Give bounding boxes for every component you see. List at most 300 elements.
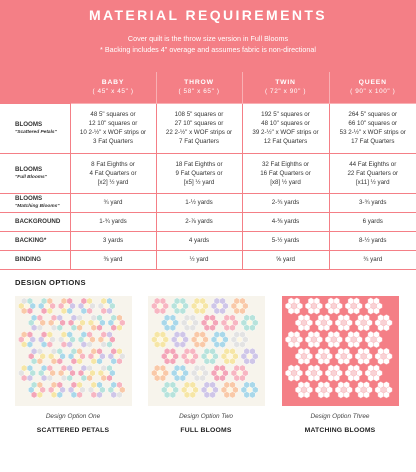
hexagon-patch bbox=[21, 298, 27, 305]
hexagon-patch bbox=[288, 365, 294, 372]
hexagon-patch bbox=[344, 324, 350, 331]
hexagon-patch bbox=[71, 324, 77, 331]
hexagon-patch bbox=[294, 308, 300, 315]
hexagon-patch bbox=[87, 341, 93, 348]
requirement-line: 17 Fat Quarters bbox=[351, 138, 395, 145]
hexagon-patch bbox=[298, 382, 304, 389]
requirement-line: 108 5" squares or bbox=[174, 111, 224, 118]
requirement-line: [x11] ½ yard bbox=[355, 178, 390, 186]
flower-block bbox=[295, 348, 312, 365]
hexagon-patch bbox=[240, 341, 246, 348]
requirement-line: 1-½ yards bbox=[185, 199, 213, 206]
hexagon-patch bbox=[27, 331, 33, 338]
hexagon-patch bbox=[41, 375, 47, 382]
hexagon-patch bbox=[298, 324, 304, 331]
requirement-cell bbox=[156, 231, 242, 250]
hexagon-patch bbox=[154, 308, 160, 315]
hexagon-patch bbox=[174, 375, 180, 382]
requirement-cell bbox=[242, 103, 329, 153]
hexagon-patch bbox=[67, 365, 73, 372]
hexagon-patch bbox=[41, 365, 47, 372]
hexagon-patch bbox=[180, 341, 186, 348]
hexagon-patch bbox=[107, 298, 113, 305]
requirement-line: ⅜ yard bbox=[103, 256, 123, 263]
hexagon-patch bbox=[91, 315, 97, 322]
hexagon-patch bbox=[107, 331, 113, 338]
requirement-line: 5-½ yards bbox=[271, 237, 300, 244]
requirement-cell bbox=[242, 212, 329, 231]
flower-block bbox=[305, 298, 322, 315]
flower-block bbox=[98, 365, 115, 382]
hexagon-patch bbox=[348, 365, 354, 372]
size-header: TWIN ( 72" x 90" ) bbox=[242, 72, 329, 103]
option-caption: Design Option Two bbox=[179, 413, 233, 420]
hexagon-patch bbox=[324, 382, 330, 389]
option-name: MATCHING BLOOMS bbox=[304, 427, 376, 434]
hexagon-patch bbox=[230, 382, 236, 389]
row-label bbox=[0, 231, 70, 250]
hexagon-patch bbox=[344, 315, 350, 322]
flower-block bbox=[305, 331, 322, 348]
requirement-cell bbox=[242, 231, 329, 250]
requirement-line: ¾ yard bbox=[363, 256, 383, 263]
hexagon-patch bbox=[164, 382, 170, 389]
hexagon-patch bbox=[87, 331, 93, 338]
flower-block bbox=[161, 315, 178, 332]
hexagon-patch bbox=[91, 348, 97, 355]
requirement-line: 4-⅜ yards bbox=[271, 218, 300, 225]
requirement-line: 4 yards bbox=[188, 237, 210, 244]
hexagon-patch bbox=[41, 308, 47, 315]
flower-block bbox=[48, 348, 65, 365]
hexagon-patch bbox=[338, 382, 344, 389]
requirement-line: [x2] ½ yard bbox=[97, 178, 129, 186]
hexagon-patch bbox=[344, 358, 350, 365]
hexagon-patch bbox=[97, 324, 103, 331]
hexagon-patch bbox=[288, 331, 294, 338]
hexagon-patch bbox=[57, 324, 63, 331]
hexagon-patch bbox=[308, 308, 314, 315]
hexagon-patch bbox=[41, 341, 47, 348]
hexagon-patch bbox=[230, 315, 236, 322]
hexagon-patch bbox=[27, 365, 33, 372]
hexagon-patch bbox=[344, 392, 350, 399]
hexagon-patch bbox=[61, 341, 67, 348]
hexagon-patch bbox=[224, 348, 230, 355]
flower-block bbox=[78, 298, 95, 315]
flower-block bbox=[211, 365, 228, 382]
hexagon-patch bbox=[71, 392, 77, 399]
hexagon-patch bbox=[81, 298, 87, 305]
hexagon-patch bbox=[214, 341, 220, 348]
requirement-line: 1-¾ yards bbox=[99, 218, 127, 225]
hexagon-patch bbox=[51, 315, 57, 322]
requirements-row bbox=[0, 103, 416, 153]
hexagon-patch bbox=[174, 331, 180, 338]
hexagon-patch bbox=[294, 331, 300, 338]
hexagon-patch bbox=[358, 324, 364, 331]
hexagon-patch bbox=[244, 392, 250, 399]
hexagon-patch bbox=[101, 298, 107, 305]
requirement-line: 48 10" squares or bbox=[261, 120, 310, 127]
hexagon-patch bbox=[244, 348, 250, 355]
hexagon-patch bbox=[384, 358, 390, 365]
hexagon-patch bbox=[358, 315, 364, 322]
hexagon-patch bbox=[214, 375, 220, 382]
hexagon-patch bbox=[204, 324, 210, 331]
flower-block bbox=[28, 382, 45, 399]
hexagon-patch bbox=[61, 375, 67, 382]
requirement-line: 192 5" squares or bbox=[261, 111, 310, 118]
flower-block bbox=[38, 365, 55, 382]
hexagon-patch bbox=[288, 298, 294, 305]
requirement-line: [x5] ½ yard bbox=[183, 178, 215, 186]
row-label-text: BINDING bbox=[15, 256, 42, 263]
hexagon-patch bbox=[57, 315, 63, 322]
flower-block bbox=[38, 298, 55, 315]
hexagon-patch bbox=[160, 365, 166, 372]
hexagon-patch bbox=[184, 382, 190, 389]
hexagon-patch bbox=[101, 341, 107, 348]
hexagon-patch bbox=[77, 348, 83, 355]
flower-block bbox=[345, 298, 362, 315]
hexagon-patch bbox=[298, 358, 304, 365]
hexagon-patch bbox=[220, 298, 226, 305]
requirement-line: 2-¾ yards bbox=[271, 199, 300, 206]
hexagon-patch bbox=[170, 315, 176, 322]
hexagon-patch bbox=[324, 392, 330, 399]
hexagon-patch bbox=[364, 382, 370, 389]
hexagon-patch bbox=[97, 392, 103, 399]
hexagon-patch bbox=[348, 308, 354, 315]
hexagon-patch bbox=[250, 324, 256, 331]
flower-block bbox=[98, 331, 115, 348]
hexagon-patch bbox=[224, 392, 230, 399]
requirement-cell bbox=[70, 212, 156, 231]
requirement-line: [x8] ½ yard bbox=[270, 178, 301, 186]
hexagon-patch bbox=[364, 324, 370, 331]
row-label-text: BLOOMS bbox=[15, 165, 43, 173]
hexagon-patch bbox=[91, 382, 97, 389]
hexagon-patch bbox=[41, 331, 47, 338]
row-label bbox=[0, 103, 70, 153]
flower-block bbox=[58, 365, 75, 382]
flower-block bbox=[315, 315, 332, 332]
hexagon-patch bbox=[194, 375, 200, 382]
corner-cell bbox=[0, 72, 70, 103]
flower-block bbox=[151, 331, 168, 348]
hexagon-patch bbox=[200, 375, 206, 382]
hexagon-patch bbox=[31, 382, 37, 389]
hexagon-patch bbox=[230, 392, 236, 399]
hexagon-patch bbox=[318, 315, 324, 322]
hexagon-patch bbox=[164, 358, 170, 365]
hexagon-patch bbox=[37, 392, 43, 399]
requirement-cell bbox=[70, 153, 156, 193]
hexagon-patch bbox=[328, 308, 334, 315]
hexagon-patch bbox=[338, 315, 344, 322]
flower-block bbox=[355, 348, 372, 365]
flower-block bbox=[285, 365, 302, 382]
hexagon-patch bbox=[378, 315, 384, 322]
hexagon-patch bbox=[318, 392, 324, 399]
flower-block bbox=[181, 382, 198, 399]
hexagon-patch bbox=[234, 331, 240, 338]
hexagon-patch bbox=[338, 392, 344, 399]
hexagon-patch bbox=[294, 341, 300, 348]
requirement-line: 66 10" squares or bbox=[348, 120, 398, 127]
hexagon-patch bbox=[160, 331, 166, 338]
hexagon-patch bbox=[194, 308, 200, 315]
flower-block bbox=[375, 382, 392, 399]
hexagon-patch bbox=[324, 348, 330, 355]
hexagon-patch bbox=[31, 348, 37, 355]
hexagon-patch bbox=[27, 308, 33, 315]
hexagon-patch bbox=[41, 298, 47, 305]
flower-block bbox=[191, 298, 208, 315]
flower-block bbox=[28, 315, 45, 332]
hexagon-patch bbox=[328, 365, 334, 372]
hexagon-patch bbox=[200, 331, 206, 338]
requirement-line: 8-½ yards bbox=[358, 237, 387, 244]
flower-block bbox=[295, 315, 312, 332]
hexagon-patch bbox=[27, 375, 33, 382]
hexagon-patch bbox=[164, 315, 170, 322]
hexagon-patch bbox=[234, 375, 240, 382]
hexagon-patch bbox=[288, 375, 294, 382]
hexagon-patch bbox=[194, 341, 200, 348]
hexagon-patch bbox=[57, 348, 63, 355]
hexagon-patch bbox=[378, 348, 384, 355]
hexagon-patch bbox=[67, 331, 73, 338]
requirement-line: 22 Fat Quarters or bbox=[347, 169, 399, 177]
hexagon-patch bbox=[358, 382, 364, 389]
requirement-cell bbox=[156, 103, 242, 153]
hexagon-patch bbox=[240, 331, 246, 338]
hexagon-patch bbox=[358, 358, 364, 365]
hexagon-patch bbox=[81, 375, 87, 382]
hexagon-patch bbox=[31, 358, 37, 365]
hexagon-patch bbox=[174, 308, 180, 315]
hexagon-patch bbox=[348, 341, 354, 348]
hexagon-patch bbox=[244, 358, 250, 365]
flower-block bbox=[375, 348, 392, 365]
hexagon-patch bbox=[184, 315, 190, 322]
hexagon-patch bbox=[27, 341, 33, 348]
hexagon-patch bbox=[250, 358, 256, 365]
flower-block bbox=[68, 382, 85, 399]
hexagon-patch bbox=[354, 365, 360, 372]
requirement-cell bbox=[329, 103, 416, 153]
requirement-line: 44 Fat Eighths or bbox=[349, 160, 397, 168]
hexagon-patch bbox=[47, 298, 53, 305]
flower-block bbox=[58, 298, 75, 315]
requirement-cell bbox=[329, 250, 416, 269]
requirement-line: 9 Fat Quarters or bbox=[175, 169, 223, 177]
hexagon-patch bbox=[117, 324, 123, 331]
hexagon-patch bbox=[164, 392, 170, 399]
hexagon-patch bbox=[170, 382, 176, 389]
flower-block bbox=[171, 365, 188, 382]
hexagon-patch bbox=[194, 298, 200, 305]
hexagon-patch bbox=[31, 324, 37, 331]
hexagon-patch bbox=[21, 365, 27, 372]
flower-block bbox=[231, 298, 248, 315]
hexagon-patch bbox=[180, 331, 186, 338]
flower-block bbox=[231, 365, 248, 382]
flower-block bbox=[231, 331, 248, 348]
requirement-line: 53 2-½" x WOF strips or bbox=[339, 129, 406, 136]
hexagon-patch bbox=[344, 382, 350, 389]
hexagon-patch bbox=[200, 308, 206, 315]
hexagon-patch bbox=[354, 341, 360, 348]
hexagon-patch bbox=[117, 315, 123, 322]
requirement-line: 7 Fat Quarters bbox=[179, 138, 219, 145]
hexagon-patch bbox=[170, 392, 176, 399]
hexagon-patch bbox=[250, 315, 256, 322]
hexagon-patch bbox=[378, 392, 384, 399]
requirement-cell bbox=[242, 250, 329, 269]
hexagon-patch bbox=[304, 392, 310, 399]
requirement-line: 264 5" squares or bbox=[348, 111, 398, 118]
flower-block bbox=[48, 382, 65, 399]
hexagon-patch bbox=[81, 365, 87, 372]
flower-block bbox=[191, 365, 208, 382]
hexagon-patch bbox=[107, 341, 113, 348]
flower-block bbox=[365, 331, 382, 348]
flower-block bbox=[58, 331, 75, 348]
hexagon-patch bbox=[334, 341, 340, 348]
hexagon-patch bbox=[348, 375, 354, 382]
page-title: MATERIAL REQUIREMENTS bbox=[88, 7, 328, 23]
requirement-line: 39 2-½" x WOF strips or bbox=[252, 129, 319, 136]
hexagon-patch bbox=[170, 358, 176, 365]
flower-block bbox=[151, 298, 168, 315]
hexagon-patch bbox=[200, 341, 206, 348]
hexagon-patch bbox=[111, 324, 117, 331]
hexagon-patch bbox=[250, 382, 256, 389]
flower-block bbox=[88, 315, 105, 332]
requirement-line: 10 2-½" x WOF strips or bbox=[79, 129, 147, 136]
hexagon-patch bbox=[37, 382, 43, 389]
hexagon-patch bbox=[384, 315, 390, 322]
row-label bbox=[0, 193, 70, 212]
hexagon-patch bbox=[334, 365, 340, 372]
hexagon-patch bbox=[77, 315, 83, 322]
flower-block bbox=[88, 348, 105, 365]
flower-block bbox=[285, 298, 302, 315]
hexagon-patch bbox=[318, 348, 324, 355]
hexagon-patch bbox=[344, 348, 350, 355]
hexagon-patch bbox=[97, 348, 103, 355]
flower-block bbox=[355, 382, 372, 399]
hexagon-patch bbox=[250, 348, 256, 355]
requirement-line: 3 yards bbox=[102, 237, 124, 244]
requirement-line: 8 Fat Eighths or bbox=[91, 160, 135, 168]
hexagon-patch bbox=[174, 298, 180, 305]
hexagon-patch bbox=[294, 365, 300, 372]
flower-block bbox=[335, 382, 352, 399]
requirement-line: 6 yards bbox=[362, 218, 383, 225]
flower-block bbox=[325, 365, 342, 382]
hexagon-patch bbox=[190, 324, 196, 331]
hexagon-patch bbox=[318, 358, 324, 365]
flower-block bbox=[241, 348, 258, 365]
hexagon-patch bbox=[154, 375, 160, 382]
requirement-line: 32 Fat Eighths or bbox=[261, 160, 310, 168]
hexagon-patch bbox=[37, 348, 43, 355]
hexagon-patch bbox=[107, 308, 113, 315]
flower-block bbox=[171, 331, 188, 348]
requirement-cell bbox=[329, 153, 416, 193]
row-label-text: BACKGROUND bbox=[15, 218, 61, 225]
hexagon-patch bbox=[294, 375, 300, 382]
hexagon-patch bbox=[364, 348, 370, 355]
hexagon-patch bbox=[81, 341, 87, 348]
hexagon-patch bbox=[304, 324, 310, 331]
flower-block bbox=[68, 348, 85, 365]
hexagon-patch bbox=[318, 382, 324, 389]
hexagon-patch bbox=[67, 308, 73, 315]
requirement-cell bbox=[242, 153, 329, 193]
hexagon-patch bbox=[164, 324, 170, 331]
flower-block bbox=[325, 298, 342, 315]
hexagon-patch bbox=[21, 375, 27, 382]
hexagon-patch bbox=[184, 348, 190, 355]
hexagon-patch bbox=[210, 324, 216, 331]
hexagon-patch bbox=[210, 392, 216, 399]
hexagon-patch bbox=[368, 375, 374, 382]
hexagon-patch bbox=[250, 392, 256, 399]
hexagon-patch bbox=[204, 382, 210, 389]
hexagon-patch bbox=[47, 331, 53, 338]
hexagon-patch bbox=[174, 365, 180, 372]
hexagon-patch bbox=[154, 365, 160, 372]
hexagon-patch bbox=[51, 358, 57, 365]
requirement-line: ⅝ yard bbox=[276, 256, 295, 263]
requirement-line: 12 Fat Quarters bbox=[263, 138, 308, 145]
flower-block bbox=[355, 315, 372, 332]
hexagon-patch bbox=[160, 341, 166, 348]
flower-block bbox=[201, 348, 218, 365]
requirement-line: ½ yard bbox=[189, 256, 209, 263]
quilt-image-full-blooms bbox=[148, 296, 265, 406]
hexagon-patch bbox=[154, 331, 160, 338]
option-name: SCATTERED PETALS bbox=[36, 427, 110, 434]
hexagon-patch bbox=[328, 341, 334, 348]
flower-block bbox=[28, 348, 45, 365]
hexagon-patch bbox=[338, 348, 344, 355]
hexagon-patch bbox=[348, 298, 354, 305]
hexagon-patch bbox=[180, 308, 186, 315]
hexagon-patch bbox=[224, 324, 230, 331]
flower-block bbox=[221, 382, 238, 399]
hexagon-patch bbox=[111, 382, 117, 389]
hexagon-patch bbox=[220, 365, 226, 372]
hexagon-patch bbox=[51, 382, 57, 389]
hexagon-patch bbox=[308, 341, 314, 348]
hexagon-patch bbox=[61, 365, 67, 372]
hexagon-patch bbox=[71, 358, 77, 365]
requirement-cell bbox=[156, 250, 242, 269]
hexagon-patch bbox=[288, 308, 294, 315]
flower-block bbox=[211, 331, 228, 348]
flower-block bbox=[221, 348, 238, 365]
hexagon-patch bbox=[354, 298, 360, 305]
flower-block bbox=[221, 315, 238, 332]
hexagon-patch bbox=[47, 308, 53, 315]
flower-block bbox=[108, 382, 125, 399]
